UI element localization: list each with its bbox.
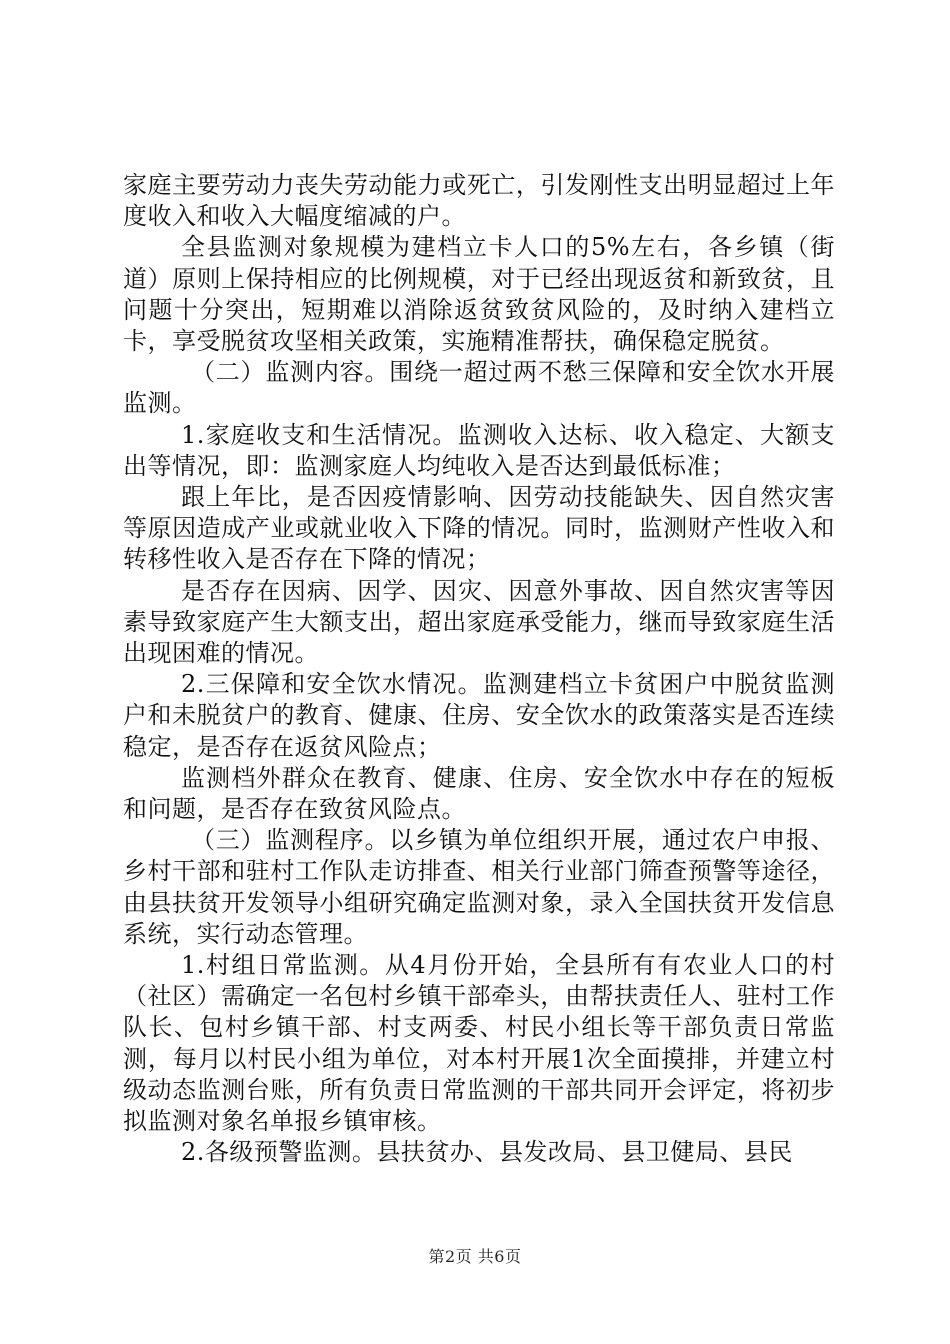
paragraph-income-comparison: 跟上年比，是否因疫情影响、因劳动技能缺失、因自然灾害等原因造成产业或就业收入下降的情况。同时，监测财产性收入和转移性收入是否存在下降的情况； [123, 483, 835, 574]
paragraph-continuation: 家庭主要劳动力丧失劳动能力或死亡，引发刚性支出明显超过上年度收入和收入大幅度缩减的户。 [123, 171, 835, 231]
paragraph-monitoring-scale: 全县监测对象规模为建档立卡人口的5%左右，各乡镇（街道）原则上保持相应的比例规模，对于已经出现返贫和新致贫，且问题十分突出，短期难以消除返贫致贫风险的，及时纳入建档立卡，享受脱贫攻坚相关政策，实施精准帮扶，确保稳定脱贫。 [123, 233, 835, 356]
section-heading-monitoring-content: （二）监测内容。围绕一超过两不愁三保障和安全饮水开展监测。 [123, 358, 835, 418]
page-footer: 第2页 共6页 [428, 1247, 522, 1266]
paragraph-three-guarantees: 2.三保障和安全饮水情况。监测建档立卡贫困户中脱贫监测户和未脱贫户的教育、健康、住房、安全饮水的政策落实是否连续稳定，是否存在返贫风险点； [123, 670, 835, 761]
paragraph-village-monitoring: 1.村组日常监测。从4月份开始，全县所有有农业人口的村（社区）需确定一名包村乡镇干部牵头，由帮扶责任人、驻村工作队长、包村乡镇干部、村支两委、村民小组长等干部负责日常监测，每月以村民小组为单位，对本村开展1次全面摸排，并建立村级动态监测台账，所有负责日常监测的干部共同开会评定，将初步拟监测对象名单报乡镇审核。 [123, 951, 835, 1136]
paragraph-household-income: 1.家庭收支和生活情况。监测收入达标、收入稳定、大额支出等情况，即：监测家庭人均纯收入是否达到最低标准； [123, 420, 835, 480]
section-heading-monitoring-procedure: （三）监测程序。以乡镇为单位组织开展，通过农户申报、乡村干部和驻村工作队走访排查、相关行业部门筛查预警等途径，由县扶贫开发领导小组研究确定监测对象，录入全国扶贫开发信息系统，实行动态管理。 [123, 826, 835, 948]
document-body [123, 170, 835, 1169]
paragraph-outside-households: 监测档外群众在教育、健康、住房、安全饮水中存在的短板和问题，是否存在致贫风险点。 [123, 763, 835, 824]
paragraph-large-expenses: 是否存在因病、因学、因灾、因意外事故、因自然灾害等因素导致家庭产生大额支出，超出家庭承受能力，继而导致家庭生活出现困难的情况。 [123, 576, 835, 668]
paragraph-early-warning: 2.各级预警监测。县扶贫办、县发改局、县卫健局、县民 [181, 1138, 793, 1167]
